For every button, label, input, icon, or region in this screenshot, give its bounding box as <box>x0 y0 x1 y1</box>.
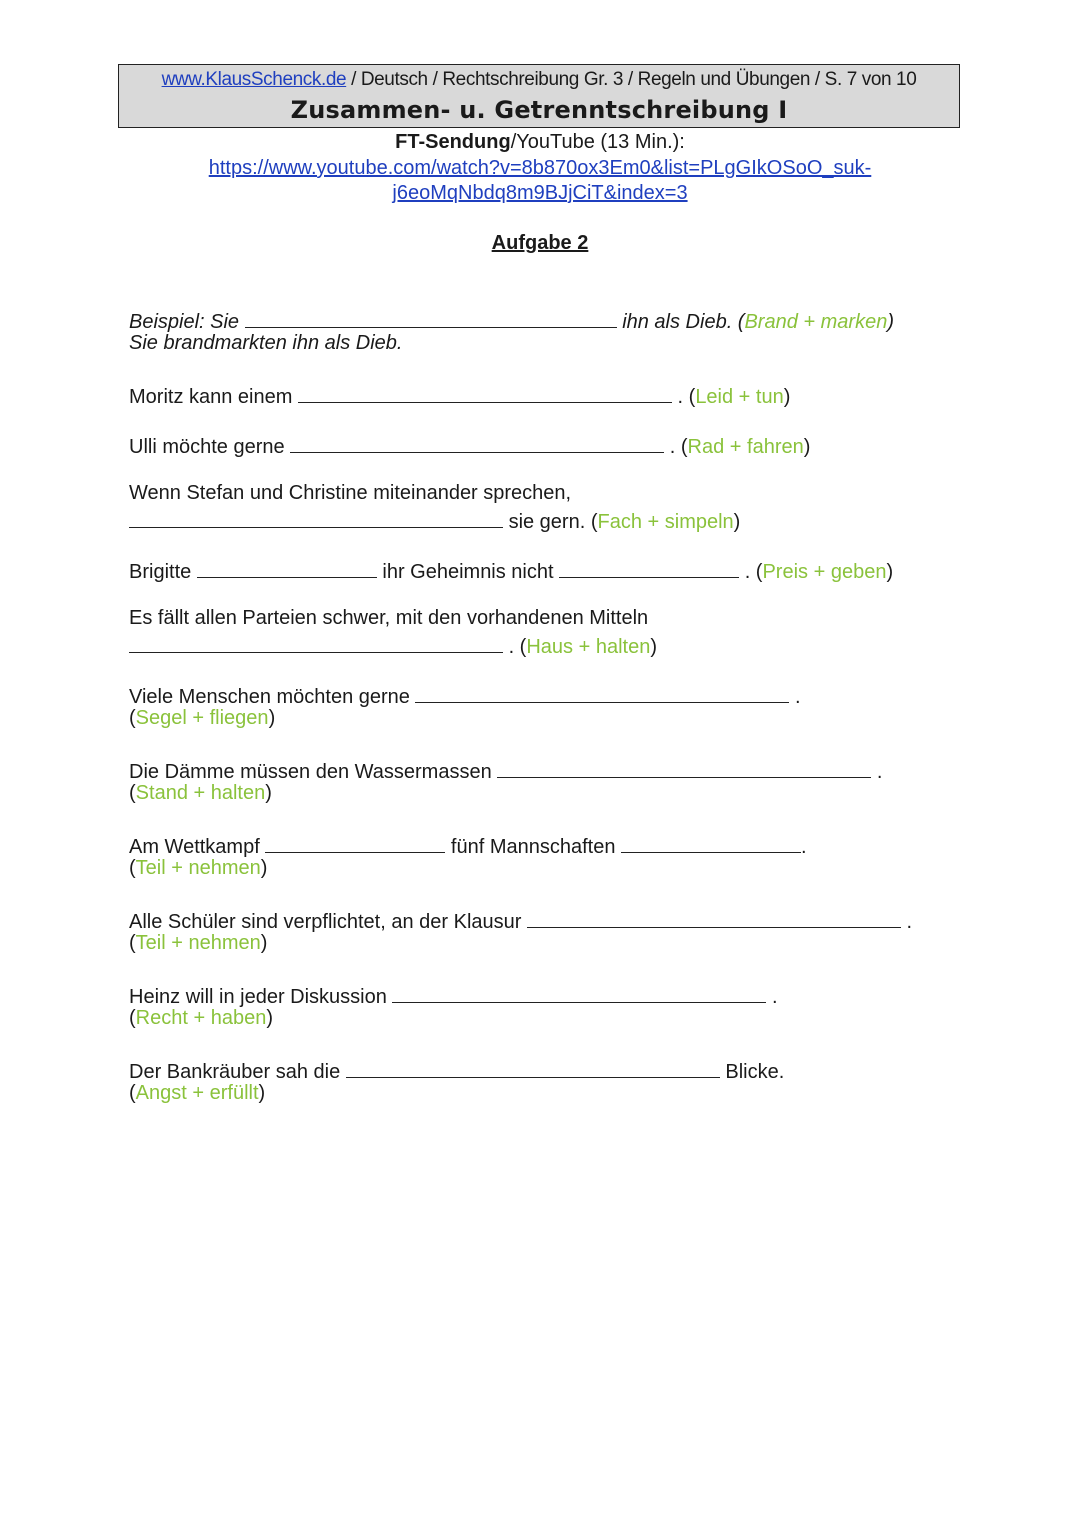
exercise-7-hint: (Stand + halten) <box>129 782 272 804</box>
example-text-before: Beispiel: Sie <box>129 311 240 333</box>
word-hint: Leid + tun <box>695 386 784 408</box>
answer-blank[interactable] <box>298 382 672 403</box>
answer-blank[interactable] <box>290 432 664 453</box>
answer-blank-2[interactable] <box>559 557 739 578</box>
exercise-end: . <box>876 761 883 783</box>
video-link-line1[interactable]: https://www.youtube.com/watch?v=8b870ox3Em0&list=PLgGIkOSoO_suk- <box>208 157 872 179</box>
video-link-line2[interactable]: j6eoMqNbdq8m9BJjCiT&index=3 <box>392 182 688 204</box>
exercise-4 <box>129 557 893 584</box>
exercise-text: Heinz will in jeder Diskussion <box>129 986 387 1008</box>
exercise-10-hint: (Recht + haben) <box>129 1007 273 1029</box>
video-label-rest: /YouTube (13 Min.): <box>510 131 685 153</box>
exercise-9 <box>129 907 912 934</box>
exercise-mid: ihr Geheimnis nicht <box>382 561 554 583</box>
exercise-end: . <box>906 911 913 933</box>
example-blank <box>245 307 617 328</box>
word-hint: Preis + geben <box>762 561 887 583</box>
exercise-5-line1: Es fällt allen Parteien schwer, mit den vorhandenen Mitteln <box>129 607 649 629</box>
exercise-end: . <box>801 836 807 858</box>
exercise-text: Ulli möchte gerne <box>129 436 285 458</box>
exercise-text: Die Dämme müssen den Wassermassen <box>129 761 492 783</box>
exercise-end: . <box>795 686 801 708</box>
example-hint-a: Brand <box>744 311 798 333</box>
word-hint: Teil + nehmen <box>135 932 261 954</box>
page-title: Zusammen- u. Getrenntschreibung I <box>290 96 788 124</box>
task-title: Aufgabe 2 <box>491 232 589 254</box>
answer-blank-2[interactable] <box>621 832 801 853</box>
exercise-end: . ( <box>669 436 688 458</box>
exercise-11 <box>129 1057 784 1084</box>
exercise-6-hint: (Segel + fliegen) <box>129 707 276 729</box>
example-sentence <box>129 307 894 334</box>
exercise-text: Moritz kann einem <box>129 386 293 408</box>
exercise-8 <box>129 832 807 859</box>
exercise-5-line2 <box>129 632 657 659</box>
exercise-11-hint: (Angst + erfüllt) <box>129 1082 266 1104</box>
example-text-after: ihn als Dieb. ( <box>622 311 745 333</box>
example-hint-b: marken <box>820 311 888 333</box>
exercise-end: Blicke. <box>725 1061 785 1083</box>
exercise-9-hint: (Teil + nehmen) <box>129 932 268 954</box>
exercise-mid: fünf Mannschaften <box>450 836 616 858</box>
exercise-close: ) <box>803 436 811 458</box>
answer-blank-1[interactable] <box>197 557 377 578</box>
answer-blank[interactable] <box>346 1057 720 1078</box>
example-hint-plus: + <box>797 311 821 333</box>
header-box <box>118 64 960 128</box>
header-breadcrumb-line <box>119 69 959 91</box>
word-hint: Segel + fliegen <box>135 707 269 729</box>
exercise-end: . ( <box>508 636 527 658</box>
exercise-close: ) <box>783 386 791 408</box>
exercise-3-line1: Wenn Stefan und Christine miteinander sprechen, <box>129 482 572 504</box>
answer-blank[interactable] <box>129 632 503 653</box>
video-label-bold: FT-Sendung <box>395 131 511 153</box>
example-close: ) <box>887 311 895 333</box>
exercise-mid: sie gern. ( <box>508 511 598 533</box>
answer-blank[interactable] <box>497 757 871 778</box>
exercise-8-hint: (Teil + nehmen) <box>129 857 268 879</box>
example-answer: Sie brandmarkten ihn als Dieb. <box>129 332 403 354</box>
exercise-3-line2 <box>129 507 740 534</box>
exercise-text: Brigitte <box>129 561 192 583</box>
exercise-close: ) <box>650 636 657 658</box>
answer-blank[interactable] <box>415 682 789 703</box>
answer-blank[interactable] <box>392 982 766 1003</box>
exercise-text: Am Wettkampf <box>129 836 260 858</box>
exercise-7 <box>129 757 882 784</box>
exercise-end: . <box>772 986 778 1008</box>
exercise-text: Viele Menschen möchten gerne <box>129 686 410 708</box>
word-hint: Teil + nehmen <box>135 857 261 879</box>
exercise-end: . ( <box>677 386 696 408</box>
word-hint: Recht + haben <box>135 1007 267 1029</box>
word-hint: Angst + erfüllt <box>135 1082 259 1104</box>
exercise-text: Alle Schüler sind verpflichtet, an der Klausur <box>129 911 522 933</box>
site-link[interactable]: www.KlausSchenck.de <box>161 69 347 90</box>
exercise-6 <box>129 682 801 709</box>
exercise-close: ) <box>733 511 741 533</box>
exercise-end: . ( <box>744 561 763 583</box>
word-hint: Stand + halten <box>135 782 266 804</box>
exercise-text: Der Bankräuber sah die <box>129 1061 341 1083</box>
answer-blank-1[interactable] <box>265 832 445 853</box>
answer-blank[interactable] <box>527 907 901 928</box>
word-hint: Haus + halten <box>526 636 651 658</box>
exercise-1 <box>129 382 790 409</box>
answer-blank[interactable] <box>129 507 503 528</box>
exercise-10 <box>129 982 778 1009</box>
video-label <box>0 131 1080 154</box>
word-hint: Fach + simpeln <box>597 511 734 533</box>
exercise-2 <box>129 432 810 459</box>
word-hint: Rad + fahren <box>687 436 804 458</box>
exercise-close: ) <box>886 561 894 583</box>
breadcrumb: / Deutsch / Rechtschreibung Gr. 3 / Regeln und Übungen / S. 7 von 10 <box>346 69 917 90</box>
